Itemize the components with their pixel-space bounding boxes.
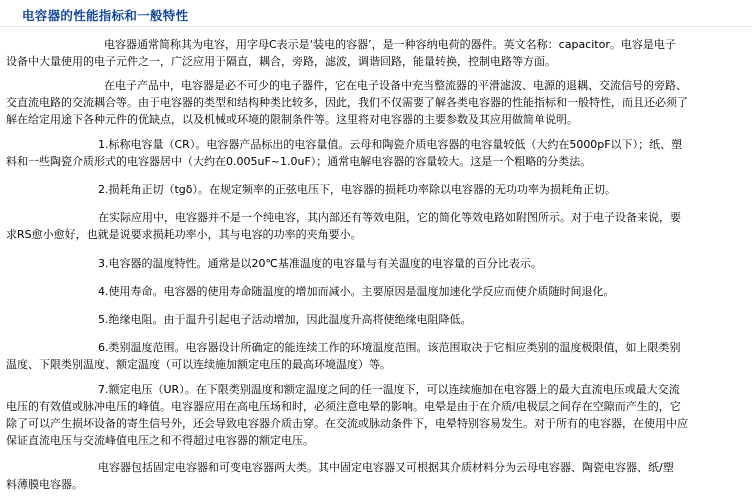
paragraph-line: 6.类别温度范围。电容器设计所确定的能连续工作的环境温度范围。该范围取决于它相应类别的温度极限值，如上限类别 [98,341,681,354]
paragraph-line: 料薄膜电容器。 [6,478,83,491]
paragraph-rated-voltage [6,381,746,449]
paragraph-equivalent-resistance [6,209,746,243]
paragraph-line: 在实际应用中，电容器并不是一个纯电容，其内部还有等效电阻，它的简化等效电路如附图所示。对于电子设备来说，要 [98,211,681,224]
paragraph-intro [6,36,746,70]
paragraph-rated-capacitance [6,136,746,170]
paragraph-capacitor-types [6,459,746,493]
paragraph-line: 5.绝缘电阻。由于温升引起电子活动增加，因此温度升高将使绝缘电阻降低。 [98,313,472,326]
paragraph-temperature [6,255,746,272]
paragraph-insulation [6,311,746,328]
page-title: 电容器的性能指标和一般特性 [22,8,189,23]
paragraph-line: 求RS愈小愈好，也就是说要求损耗功率小，其与电容的功率的夹角要小。 [6,228,362,241]
paragraph-line: 解在给定用途下各种元件的优缺点，以及机械或环境的限制条件等。这里将对电容器的主要参数及其应用做简单说明。 [6,113,578,126]
heading-divider [0,26,752,27]
paragraph-line: 在电子产品中，电容器是必不可少的电子器件，它在电子设备中充当整流器的平滑滤波、电源的退耦、交流信号的旁路、 [104,79,687,92]
paragraph-line: 交直流电路的交流耦合等。由于电容器的类型和结构种类比较多，因此，我们不仅需要了解各类电容器的性能指标和一般特性，而且还必须了 [6,96,688,109]
paragraph-line: 设备中大量使用的电子元件之一，广泛应用于隔直，耦合，旁路，滤波，调谐回路，能量转换，控制电路等方面。 [6,55,556,68]
paragraph-loss-tangent [6,181,746,198]
paragraph-line: 3.电容器的温度特性。通常是以20℃基准温度的电容量与有关温度的电容量的百分比表示。 [98,257,542,270]
paragraph-line: 温度、下限类别温度、额定温度（可以连续施加额定电压的最高环境温度）等。 [6,358,391,371]
paragraph-line: 1.标称电容量（CR）。电容器产品标出的电容量值。云母和陶瓷介质电容器的电容量较低（大约在5000pF以下）；纸、塑 [98,138,683,151]
paragraph-line: 2.损耗角正切（tgδ）。在规定频率的正弦电压下，电容器的损耗功率除以电容器的无功功率为损耗角正切。 [98,183,617,196]
heading-bar [0,0,752,28]
paragraph-lifetime [6,283,746,300]
paragraph-line: 电容器通常简称其为电容，用字母C表示是‘装电的容器’，是一种容纳电荷的器件。英文名称：capacitor。电容是电子 [104,38,676,51]
paragraph-line: 电容器包括固定电容器和可变电容器两大类。其中固定电容器又可根据其介质材料分为云母电容器、陶瓷电容器、纸/塑 [98,461,674,474]
paragraph-applications [6,77,746,128]
paragraph-line: 4.使用寿命。电容器的使用寿命随温度的增加而减小。主要原因是温度加速化学反应而使介质随时间退化。 [98,285,615,298]
paragraph-line: 保证直流电压与交流峰值电压之和不得超过电容器的额定电压。 [6,434,314,447]
paragraph-temperature-range [6,339,746,373]
paragraph-line: 7.额定电压（UR）。在下限类别温度和额定温度之间的任一温度下，可以连续施加在电容器上的最大直流电压或最大交流 [98,383,680,396]
paragraph-line: 除了可以产生损坏设备的寄生信号外，还会导致电容器介质击穿。在交流或脉动条件下，电晕特别容易发生。对于所有的电容器，在使用中应 [6,417,688,430]
paragraph-line: 料和一些陶瓷介质形式的电容器居中（大约在0.005uF~1.0uF）；通常电解电容器的容量较大。这是一个粗略的分类法。 [6,155,592,168]
paragraph-line: 电压的有效值或脉冲电压的峰值。电容器应用在高电压场和时，必须注意电晕的影响。电晕是由于在介质/电极层之间存在空隙而产生的，它 [6,400,681,413]
